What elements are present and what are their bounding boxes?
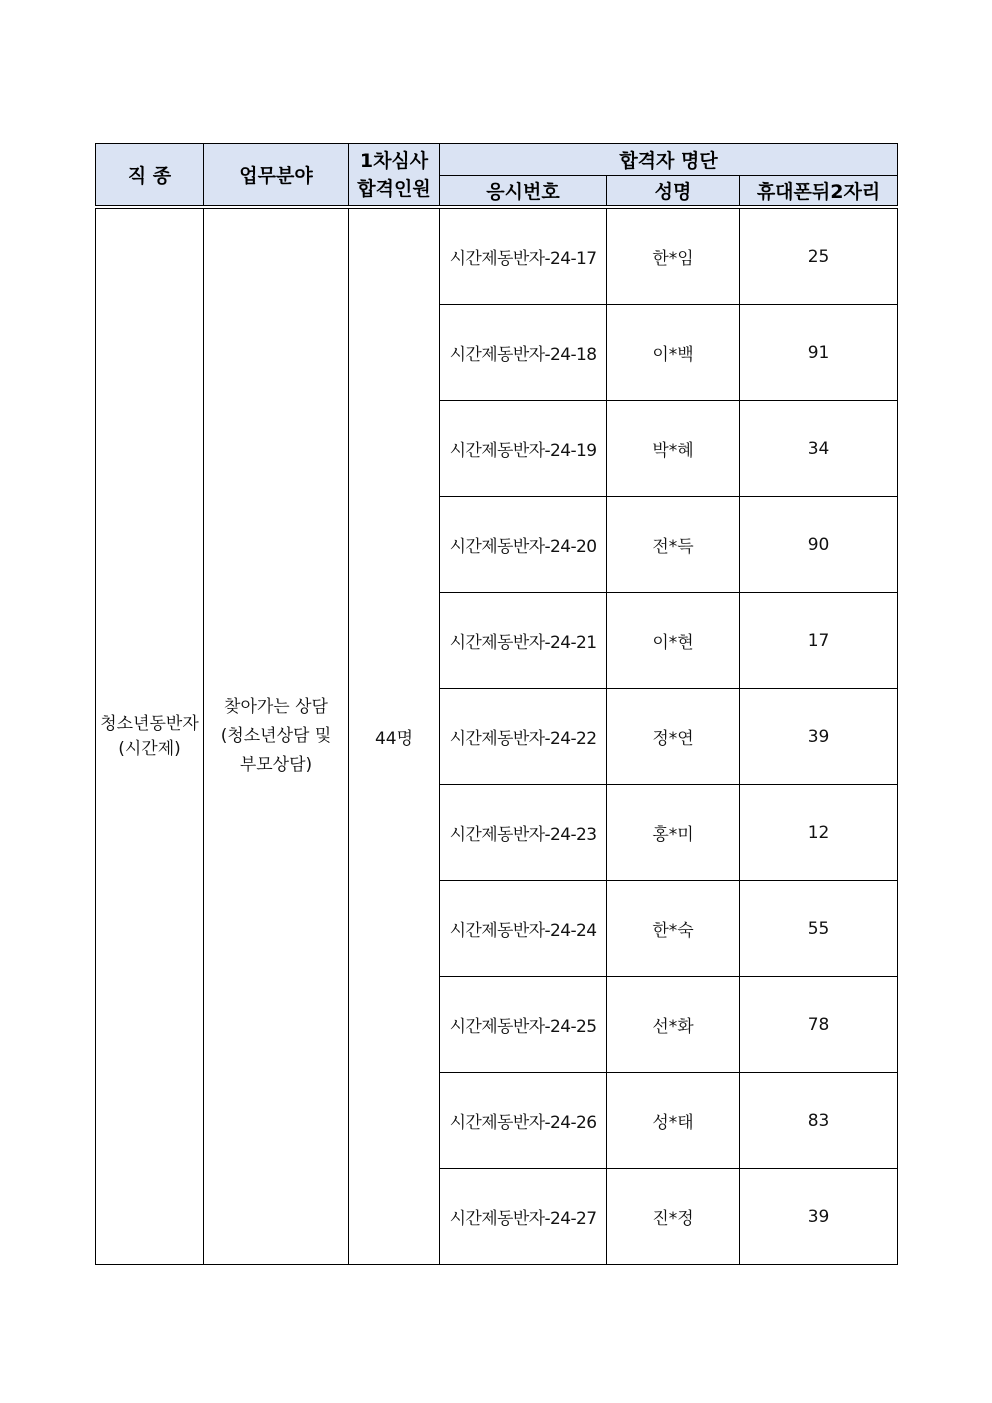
name-cell: 전*득 <box>607 497 740 593</box>
job-type-cell <box>96 207 204 1265</box>
header-job-type: 직 종 <box>96 144 204 208</box>
job-type-line1: 청소년동반자 <box>100 713 199 734</box>
header-name: 성명 <box>607 176 740 208</box>
phone-cell: 55 <box>740 881 898 977</box>
work-field-line3: 부모상담) <box>239 755 313 775</box>
job-type-line2: (시간제) <box>118 738 181 759</box>
phone-cell: 17 <box>740 593 898 689</box>
header-first-review <box>349 144 440 208</box>
name-cell: 홍*미 <box>607 785 740 881</box>
application-no-cell: 시간제동반자-24-19 <box>440 401 607 497</box>
name-cell: 성*태 <box>607 1073 740 1169</box>
name-cell: 이*현 <box>607 593 740 689</box>
work-field-line2: (청소년상담 및 <box>220 726 332 746</box>
phone-cell: 83 <box>740 1073 898 1169</box>
application-no-cell: 시간제동반자-24-18 <box>440 305 607 401</box>
name-cell: 선*화 <box>607 977 740 1073</box>
header-row-1 <box>96 144 898 176</box>
table-body <box>96 207 898 1265</box>
name-cell: 진*정 <box>607 1169 740 1265</box>
application-no-cell: 시간제동반자-24-24 <box>440 881 607 977</box>
application-no-cell: 시간제동반자-24-21 <box>440 593 607 689</box>
phone-cell: 12 <box>740 785 898 881</box>
header-first-review-line1: 1차심사 <box>359 149 429 172</box>
phone-cell: 90 <box>740 497 898 593</box>
phone-cell: 39 <box>740 1169 898 1265</box>
header-application-no: 응시번호 <box>440 176 607 208</box>
phone-cell: 91 <box>740 305 898 401</box>
name-cell: 한*숙 <box>607 881 740 977</box>
phone-cell: 25 <box>740 207 898 305</box>
name-cell: 박*혜 <box>607 401 740 497</box>
application-no-cell: 시간제동반자-24-27 <box>440 1169 607 1265</box>
phone-cell: 39 <box>740 689 898 785</box>
application-no-cell: 시간제동반자-24-23 <box>440 785 607 881</box>
header-first-review-line2: 합격인원 <box>357 177 431 200</box>
header-passers: 합격자 명단 <box>440 144 898 176</box>
application-no-cell: 시간제동반자-24-22 <box>440 689 607 785</box>
pass-count-cell: 44명 <box>349 207 440 1265</box>
phone-cell: 78 <box>740 977 898 1073</box>
name-cell: 한*임 <box>607 207 740 305</box>
passers-table <box>95 143 898 1265</box>
application-no-cell: 시간제동반자-24-17 <box>440 207 607 305</box>
name-cell: 정*연 <box>607 689 740 785</box>
header-work-field: 업무분야 <box>204 144 349 208</box>
header-phone-last2: 휴대폰뒤2자리 <box>740 176 898 208</box>
application-no-cell: 시간제동반자-24-20 <box>440 497 607 593</box>
work-field-line1: 찾아가는 상담 <box>224 697 328 717</box>
table-row <box>96 207 898 305</box>
phone-cell: 34 <box>740 401 898 497</box>
work-field-cell <box>204 207 349 1265</box>
name-cell: 이*백 <box>607 305 740 401</box>
application-no-cell: 시간제동반자-24-26 <box>440 1073 607 1169</box>
application-no-cell: 시간제동반자-24-25 <box>440 977 607 1073</box>
